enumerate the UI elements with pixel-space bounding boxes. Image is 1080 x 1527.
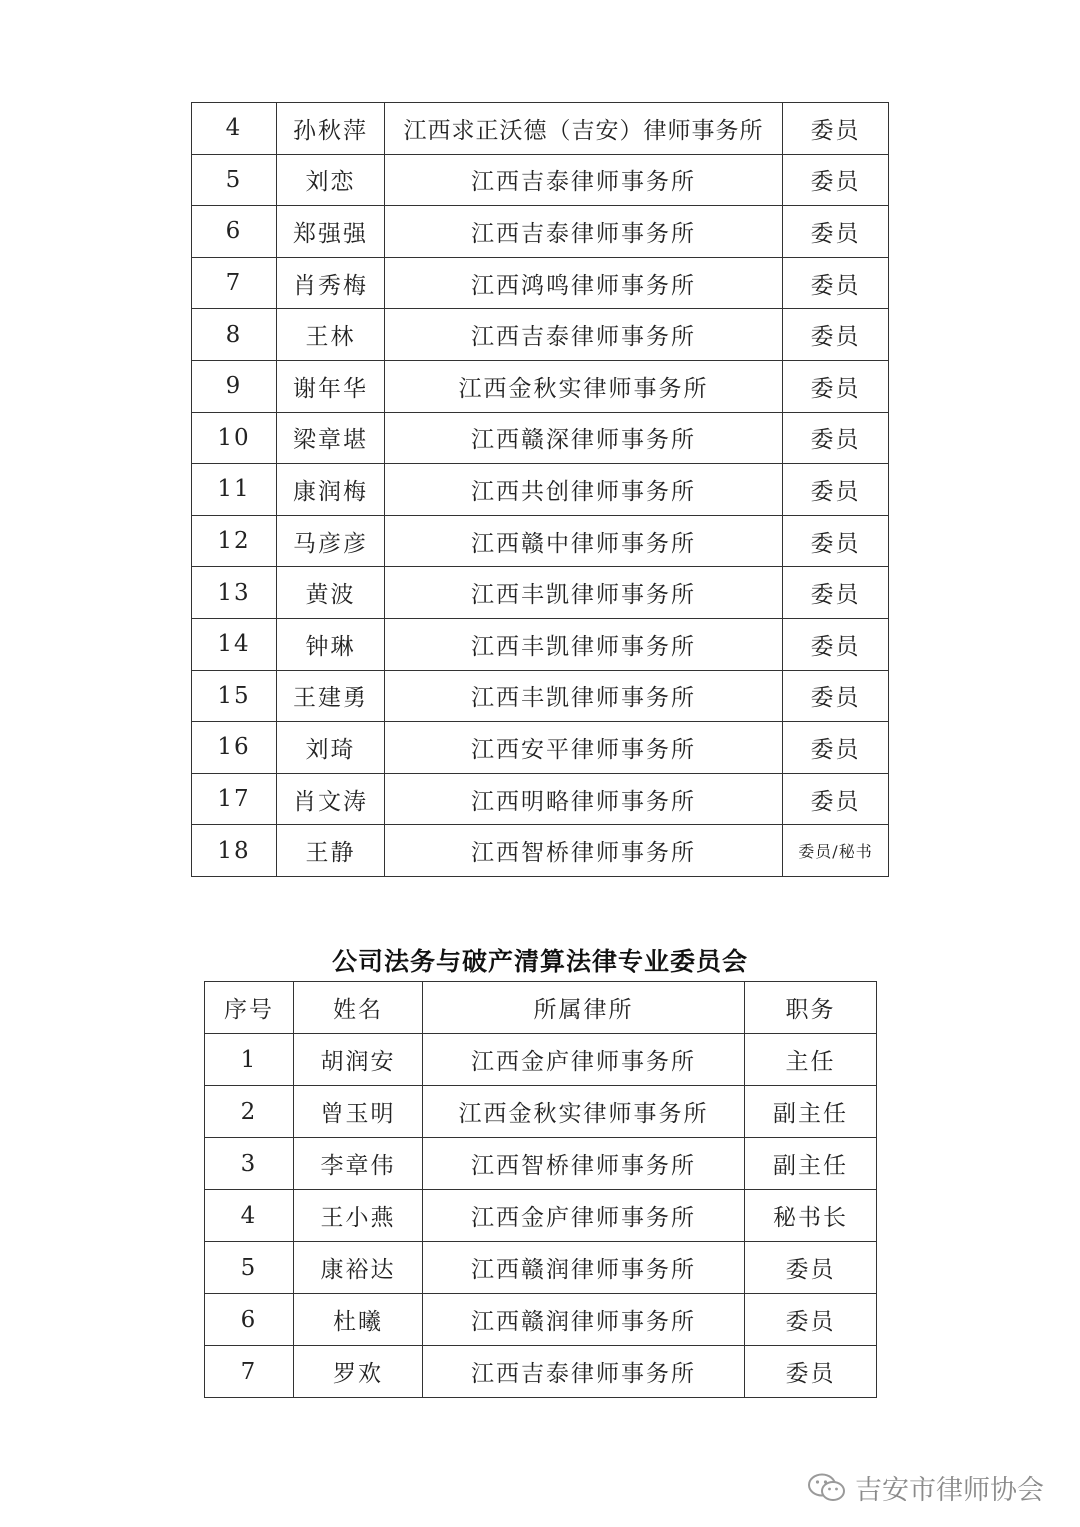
cell-name: 谢年华 (277, 360, 385, 412)
cell-no: 10 (192, 412, 277, 464)
table-row (192, 464, 889, 516)
cell-firm: 江西丰凯律师事务所 (385, 567, 783, 619)
cell-role: 委员 (783, 773, 889, 825)
header-row (205, 982, 877, 1034)
watermark (807, 1468, 1044, 1507)
table-header (205, 982, 877, 1034)
watermark-text: 吉安市律师协会 (855, 1475, 1044, 1506)
table-body (205, 1034, 877, 1398)
cell-role: 委员 (783, 618, 889, 670)
cell-firm: 江西鸿鸣律师事务所 (385, 257, 783, 309)
cell-role: 主任 (745, 1034, 877, 1086)
cell-role: 委员/秘书 (783, 825, 889, 877)
cell-role: 委员 (783, 103, 889, 155)
cell-no: 15 (192, 670, 277, 722)
cell-name: 王林 (277, 309, 385, 361)
cell-no: 2 (205, 1086, 294, 1138)
cell-firm: 江西智桥律师事务所 (423, 1138, 745, 1190)
cell-name: 李章伟 (294, 1138, 423, 1190)
table-row (192, 103, 889, 155)
cell-name: 刘恋 (277, 154, 385, 206)
header-firm: 所属律所 (423, 982, 745, 1034)
cell-role: 委员 (745, 1294, 877, 1346)
cell-role: 委员 (783, 309, 889, 361)
cell-role: 秘书长 (745, 1190, 877, 1242)
cell-no: 7 (205, 1346, 294, 1398)
table-row (205, 1034, 877, 1086)
cell-no: 5 (205, 1242, 294, 1294)
cell-role: 委员 (783, 206, 889, 258)
table-row (205, 1086, 877, 1138)
cell-firm: 江西吉泰律师事务所 (385, 154, 783, 206)
cell-no: 16 (192, 722, 277, 774)
cell-name: 肖文涛 (277, 773, 385, 825)
table-row (192, 154, 889, 206)
wechat-icon (807, 1472, 847, 1504)
cell-firm: 江西吉泰律师事务所 (385, 309, 783, 361)
cell-firm: 江西赣深律师事务所 (385, 412, 783, 464)
cell-role: 委员 (783, 567, 889, 619)
cell-no: 6 (205, 1294, 294, 1346)
cell-firm: 江西赣润律师事务所 (423, 1294, 745, 1346)
cell-name: 康裕达 (294, 1242, 423, 1294)
cell-name: 郑强强 (277, 206, 385, 258)
cell-no: 1 (205, 1034, 294, 1086)
cell-role: 副主任 (745, 1138, 877, 1190)
cell-role: 委员 (745, 1346, 877, 1398)
cell-no: 8 (192, 309, 277, 361)
header-role: 职务 (745, 982, 877, 1034)
table-row (192, 257, 889, 309)
cell-no: 5 (192, 154, 277, 206)
cell-role: 委员 (783, 154, 889, 206)
cell-role: 委员 (783, 464, 889, 516)
cell-name: 肖秀梅 (277, 257, 385, 309)
table-row (192, 825, 889, 877)
cell-name: 刘琦 (277, 722, 385, 774)
table-row (192, 670, 889, 722)
table-row (192, 412, 889, 464)
cell-name: 王小燕 (294, 1190, 423, 1242)
cell-no: 18 (192, 825, 277, 877)
cell-firm: 江西赣润律师事务所 (423, 1242, 745, 1294)
table-row (192, 515, 889, 567)
cell-name: 王静 (277, 825, 385, 877)
table-row (192, 567, 889, 619)
cell-firm: 江西吉泰律师事务所 (385, 206, 783, 258)
table-row (192, 309, 889, 361)
cell-name: 罗欢 (294, 1346, 423, 1398)
table-row (192, 360, 889, 412)
table-row (192, 618, 889, 670)
cell-name: 康润梅 (277, 464, 385, 516)
cell-name: 胡润安 (294, 1034, 423, 1086)
cell-name: 杜曦 (294, 1294, 423, 1346)
cell-firm: 江西求正沃德（吉安）律师事务所 (385, 103, 783, 155)
cell-firm: 江西丰凯律师事务所 (385, 618, 783, 670)
cell-no: 6 (192, 206, 277, 258)
table-row (205, 1138, 877, 1190)
cell-firm: 江西金秋实律师事务所 (385, 360, 783, 412)
table-body (192, 103, 889, 877)
cell-no: 12 (192, 515, 277, 567)
cell-role: 委员 (783, 412, 889, 464)
cell-role: 委员 (783, 670, 889, 722)
cell-role: 委员 (783, 360, 889, 412)
cell-firm: 江西赣中律师事务所 (385, 515, 783, 567)
cell-name: 孙秋萍 (277, 103, 385, 155)
cell-name: 王建勇 (277, 670, 385, 722)
table-row (192, 206, 889, 258)
table-row (192, 773, 889, 825)
cell-firm: 江西吉泰律师事务所 (423, 1346, 745, 1398)
cell-no: 7 (192, 257, 277, 309)
table-row (192, 722, 889, 774)
committee-title: 公司法务与破产清算法律专业委员会 (331, 947, 748, 976)
cell-role: 委员 (745, 1242, 877, 1294)
cell-firm: 江西安平律师事务所 (385, 722, 783, 774)
committee-members-table (204, 981, 877, 1398)
cell-no: 4 (205, 1190, 294, 1242)
cell-firm: 江西金庐律师事务所 (423, 1034, 745, 1086)
cell-no: 14 (192, 618, 277, 670)
cell-firm: 江西金秋实律师事务所 (423, 1086, 745, 1138)
cell-role: 委员 (783, 515, 889, 567)
cell-name: 马彦彦 (277, 515, 385, 567)
cell-no: 9 (192, 360, 277, 412)
cell-no: 11 (192, 464, 277, 516)
cell-firm: 江西丰凯律师事务所 (385, 670, 783, 722)
cell-no: 17 (192, 773, 277, 825)
cell-name: 钟琳 (277, 618, 385, 670)
cell-no: 4 (192, 103, 277, 155)
cell-firm: 江西金庐律师事务所 (423, 1190, 745, 1242)
table-row (205, 1242, 877, 1294)
header-no: 序号 (205, 982, 294, 1034)
header-name: 姓名 (294, 982, 423, 1034)
cell-firm: 江西共创律师事务所 (385, 464, 783, 516)
cell-name: 梁章堪 (277, 412, 385, 464)
cell-no: 3 (205, 1138, 294, 1190)
table-row (205, 1190, 877, 1242)
committee-members-table-continued (191, 102, 889, 877)
cell-name: 曾玉明 (294, 1086, 423, 1138)
cell-role: 副主任 (745, 1086, 877, 1138)
cell-name: 黄波 (277, 567, 385, 619)
cell-firm: 江西智桥律师事务所 (385, 825, 783, 877)
cell-no: 13 (192, 567, 277, 619)
cell-firm: 江西明略律师事务所 (385, 773, 783, 825)
cell-role: 委员 (783, 722, 889, 774)
table-row (205, 1346, 877, 1398)
cell-role: 委员 (783, 257, 889, 309)
table-row (205, 1294, 877, 1346)
